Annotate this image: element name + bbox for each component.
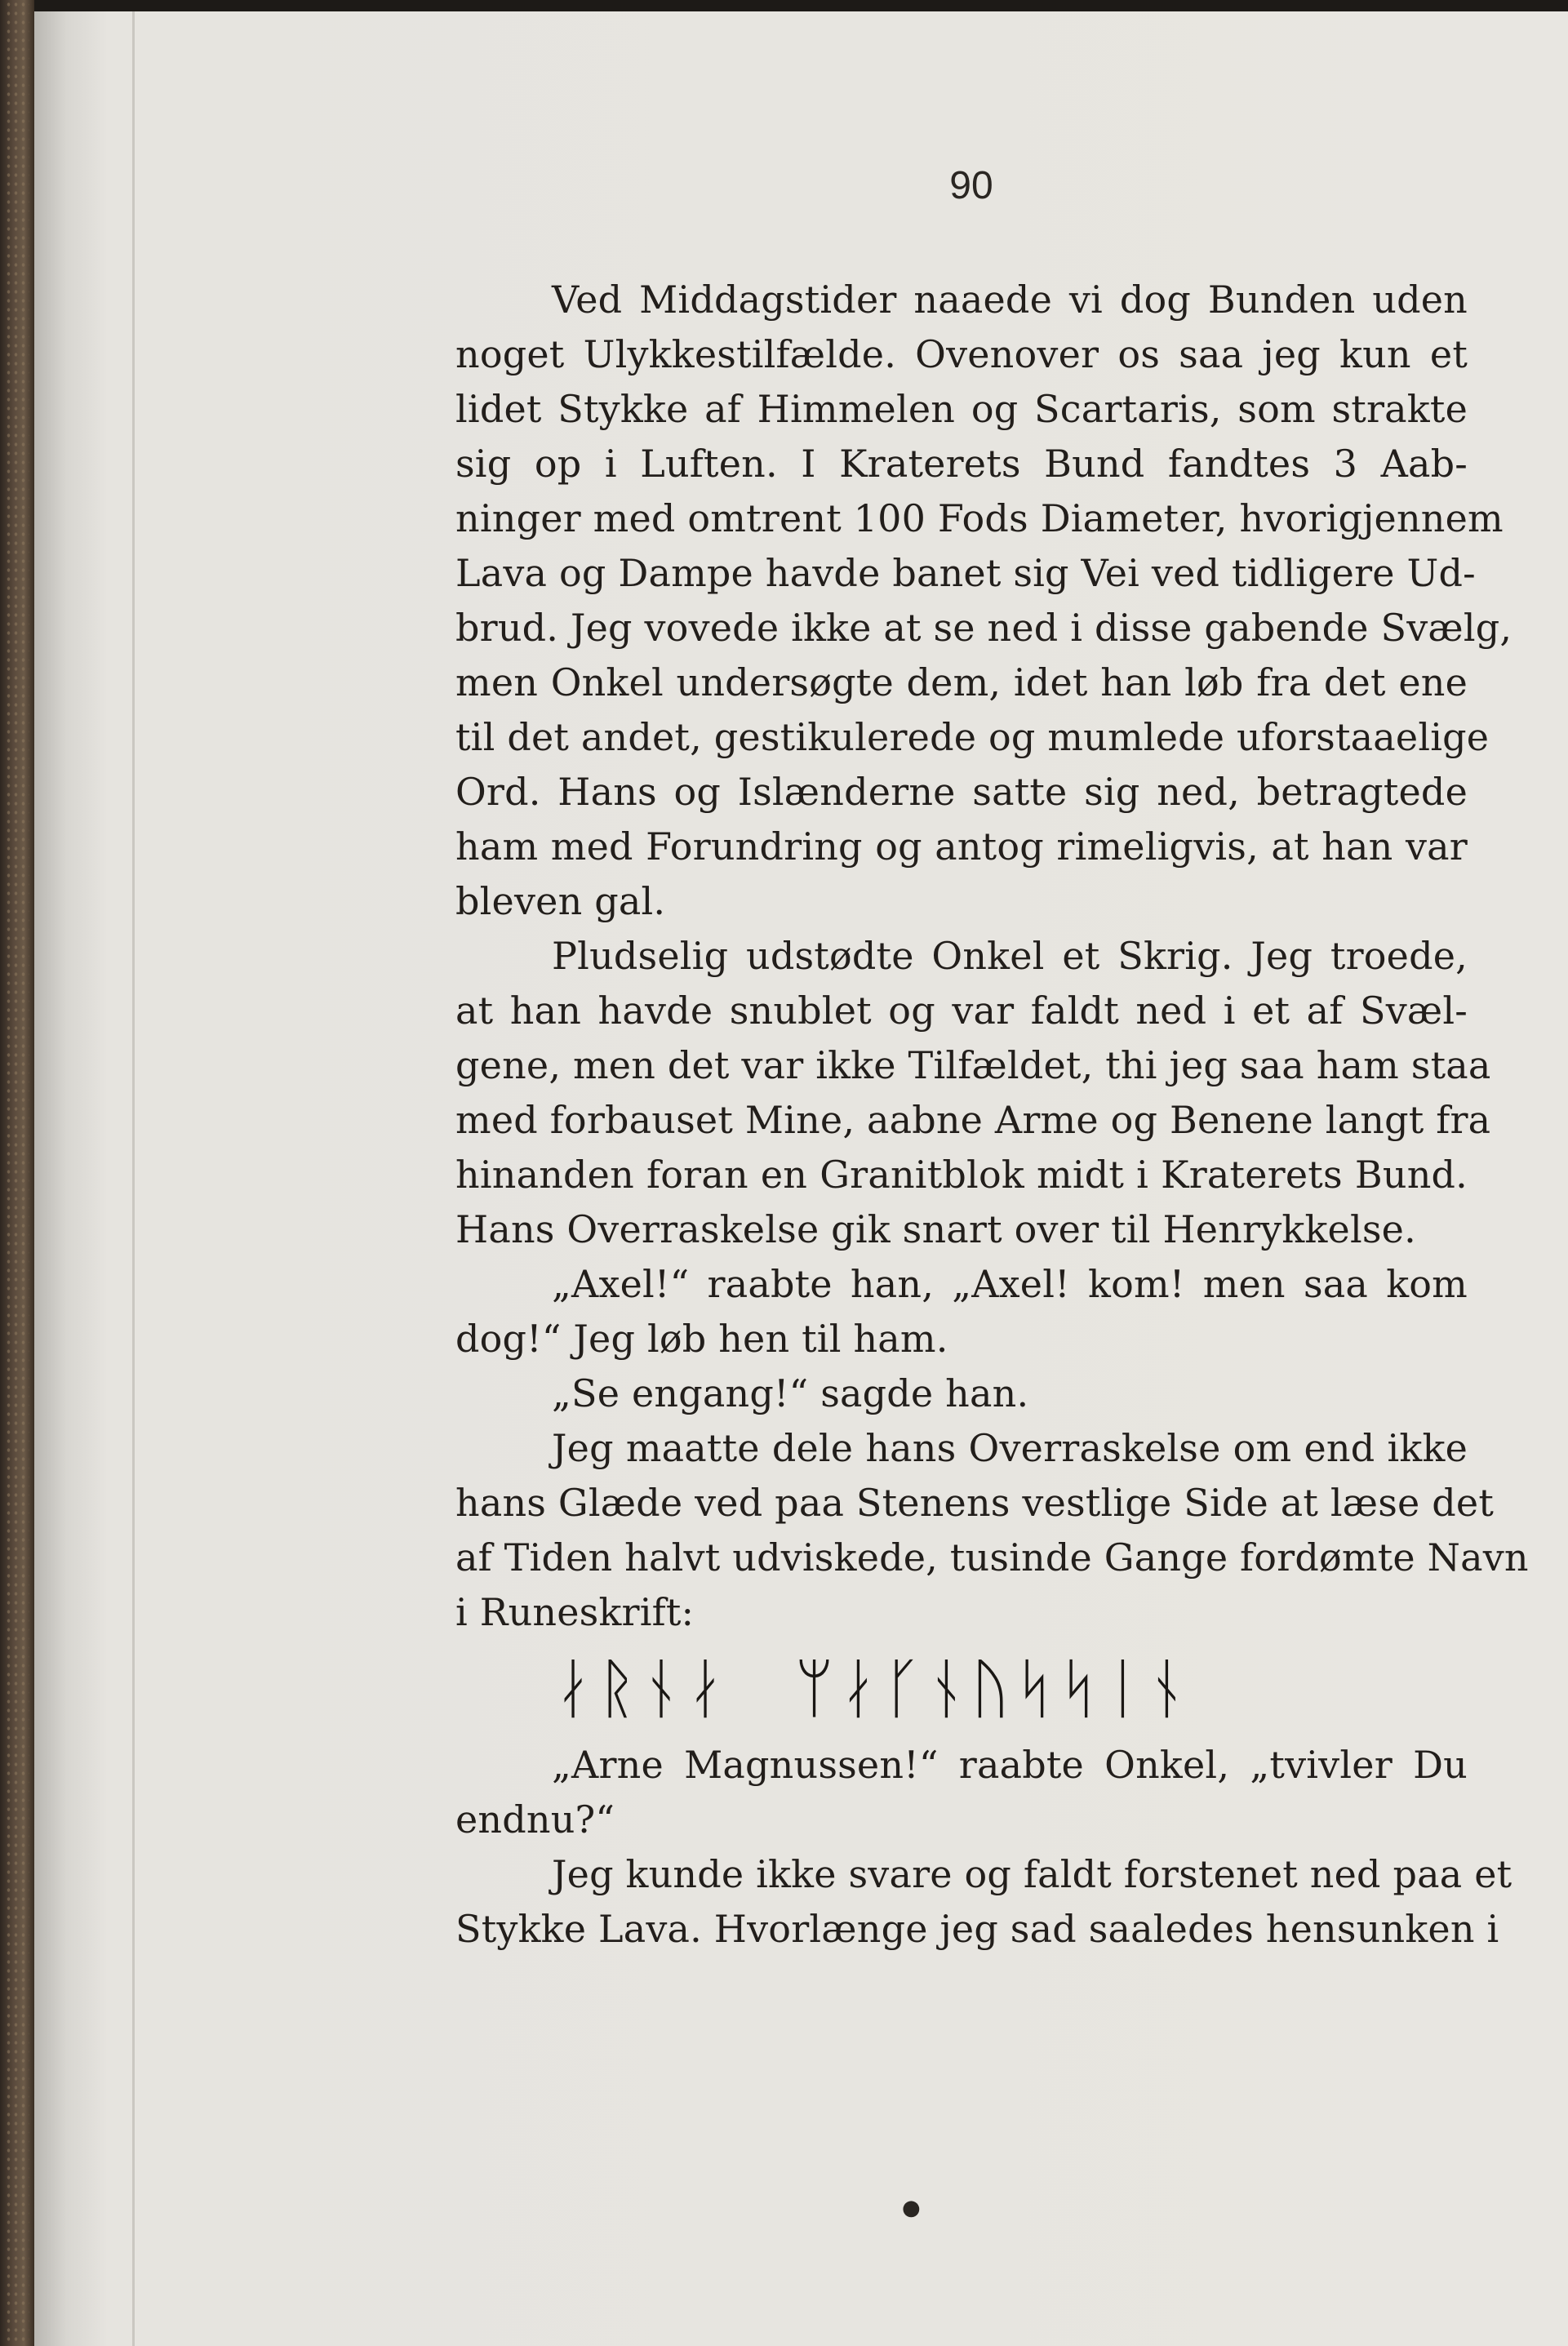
text-line: i Runeskrift: xyxy=(455,1590,695,1634)
text-line: Hans Overraskelse gik snart over til Henrykkelse. xyxy=(455,1207,1416,1251)
spine-texture xyxy=(5,0,29,2346)
text-line: Ord. Hans og Islænderne satte sig ned, betragtede xyxy=(455,770,1468,814)
scan-top-edge xyxy=(0,0,1568,11)
text-line: endnu?“ xyxy=(455,1797,615,1842)
text-line: sig op i Luften. I Kraterets Bund fandtes 3 Aab- xyxy=(455,442,1468,486)
text-line: Jeg maatte dele hans Overraskelse om end ikke xyxy=(552,1426,1468,1470)
text-line: „Axel!“ raabte han, „Axel! kom! men saa kom xyxy=(552,1262,1468,1306)
page-text xyxy=(455,273,1529,1957)
text-line: hinanden foran en Granitblok midt i Kraterets Bund. xyxy=(455,1153,1468,1197)
book-spine xyxy=(0,0,34,2346)
rune-word: ᛘᛅᚴᚾᚢᛋᛋᛁᚾ xyxy=(794,1651,1192,1726)
page-gutter-line xyxy=(132,11,135,2346)
text-line: „Se engang!“ sagde han. xyxy=(552,1371,1029,1415)
text-line: lidet Stykke af Himmelen og Scartaris, som strakte xyxy=(455,387,1468,431)
runic-inscription xyxy=(553,1640,1468,1738)
text-line: at han havde snublet og var faldt ned i et af Svæl- xyxy=(455,989,1468,1033)
page-number: 90 xyxy=(949,164,993,207)
text-line: af Tiden halvt udviskede, tusinde Gange fordømte Navn xyxy=(455,1535,1529,1580)
text-line: med forbauset Mine, aabne Arme og Benene langt fra xyxy=(455,1098,1491,1142)
text-line: gene, men det var ikke Tilfældet, thi jeg saa ham staa xyxy=(455,1043,1491,1087)
text-line: hans Glæde ved paa Stenens vestlige Side at læse det xyxy=(455,1481,1495,1525)
text-line: Jeg kunde ikke svare og faldt forstenet ned paa et xyxy=(552,1852,1512,1896)
text-line: dog!“ Jeg løb hen til ham. xyxy=(455,1317,948,1361)
text-line: til det andet, gestikulerede og mumlede uforstaaelige xyxy=(455,715,1490,759)
text-line: Pludselig udstødte Onkel et Skrig. Jeg troede, xyxy=(552,934,1468,978)
ink-mark: ● xyxy=(902,2196,921,2220)
text-line: „Arne Magnussen!“ raabte Onkel, „tvivler Du xyxy=(552,1743,1468,1787)
text-line: bleven gal. xyxy=(455,879,666,923)
rune-word: ᛅᚱᚾᛅ xyxy=(553,1651,730,1726)
text-line: ninger med omtrent 100 Fods Diameter, hvorigjennem xyxy=(455,496,1504,540)
text-line: noget Ulykkestilfælde. Ovenover os saa jeg kun et xyxy=(455,332,1468,376)
text-line: brud. Jeg vovede ikke at se ned i disse gabende Svælg, xyxy=(455,606,1512,650)
text-line: ham med Forundring og antog rimeligvis, at han var xyxy=(455,824,1468,869)
text-line: Stykke Lava. Hvorlænge jeg sad saaledes hensunken i xyxy=(455,1907,1499,1951)
text-line: men Onkel undersøgte dem, idet han løb fra det ene xyxy=(455,660,1468,704)
text-line: Lava og Dampe havde banet sig Vei ved tidligere Ud- xyxy=(455,551,1476,595)
text-line: Ved Middagstider naaede vi dog Bunden uden xyxy=(552,278,1468,322)
